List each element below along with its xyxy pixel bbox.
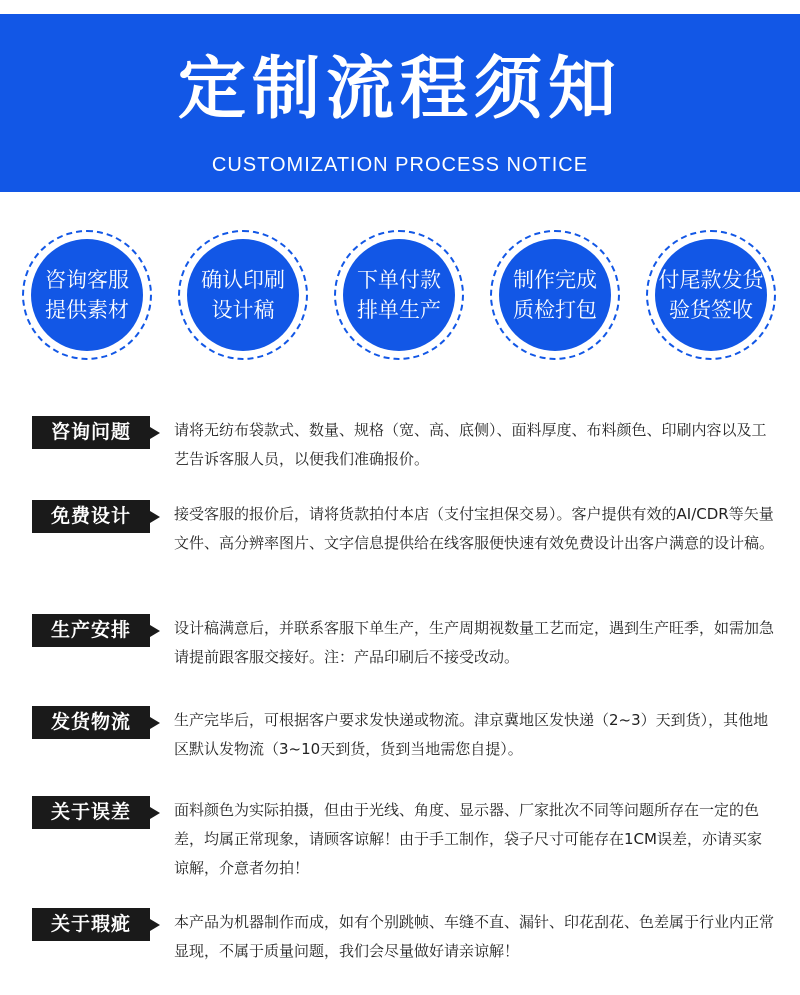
section-text: 设计稿满意后，并联系客服下单生产，生产周期视数量工艺而定，遇到生产旺季，如需加急请提前跟客服交接好。注：产品印刷后不接受改动。 <box>174 619 775 666</box>
process-steps <box>0 230 800 365</box>
step-line1: 咨询客服 <box>45 268 129 292</box>
section-tag: 关于误差 <box>32 796 150 829</box>
section-tag: 咨询问题 <box>32 416 150 449</box>
section-tag: 生产安排 <box>32 614 150 647</box>
step-line1: 确认印刷 <box>201 268 285 292</box>
step-line2: 排单生产 <box>357 298 441 322</box>
step-produce <box>490 230 620 360</box>
step-order <box>334 230 464 360</box>
step-line2: 验货签收 <box>669 298 753 322</box>
step-circle <box>499 239 611 351</box>
header-banner <box>0 14 800 192</box>
step-circle <box>343 239 455 351</box>
section-text: 请将无纺布袋款式、数量、规格（宽、高、底侧）、面料厚度、布料颜色、印刷内容以及工艺告诉客服人员，以便我们准确报价。 <box>174 421 767 468</box>
step-line2: 质检打包 <box>513 298 597 322</box>
page-subtitle: CUSTOMIZATION PROCESS NOTICE <box>211 154 589 176</box>
section-text: 本产品为机器制作而成，如有个别跳帧、车缝不直、漏针、印花刮花、色差属于行业内正常显现，不属于质量问题，我们会尽量做好请亲谅解！ <box>174 913 775 960</box>
step-confirm <box>178 230 308 360</box>
section-tag: 关于瑕疵 <box>32 908 150 941</box>
step-circle <box>655 239 767 351</box>
step-line2: 设计稿 <box>211 298 275 322</box>
step-circle <box>187 239 299 351</box>
section-tag: 发货物流 <box>32 706 150 739</box>
section-tag: 免费设计 <box>32 500 150 533</box>
step-line1: 制作完成 <box>513 268 597 292</box>
step-consult <box>22 230 152 360</box>
step-circle <box>31 239 143 351</box>
page-title: 定制流程须知 <box>177 50 622 129</box>
section-text: 生产完毕后，可根据客户要求发快递或物流。津京冀地区发快递（2~3）天到货），其他地区默认发物流（3~10天到货，货到当地需您自提）。 <box>174 711 769 758</box>
step-line2: 提供素材 <box>45 298 129 322</box>
section-text: 面料颜色为实际拍摄，但由于光线、角度、显示器、厂家批次不同等问题所存在一定的色差，均属正常现象，请顾客谅解！由于手工制作，袋子尺寸可能存在1CM误差，亦请买家谅解，介意者勿拍！ <box>174 801 762 877</box>
step-line1: 付尾款发货 <box>658 268 764 292</box>
step-line1: 下单付款 <box>357 268 441 292</box>
step-ship <box>646 230 776 360</box>
section-text: 接受客服的报价后，请将货款拍付本店（支付宝担保交易）。客户提供有效的AI/CDR等矢量文件、高分辨率图片、文字信息提供给在线客服便快速有效免费设计出客户满意的设计稿。 <box>174 505 775 552</box>
